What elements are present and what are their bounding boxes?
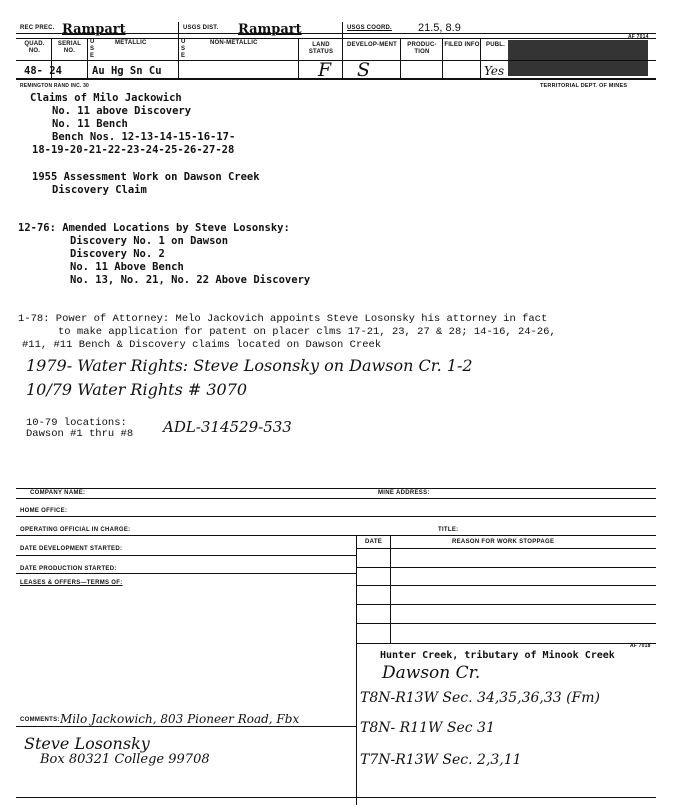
amended-line: No. 11 Above Bench bbox=[70, 261, 184, 273]
poa-line: #11, #11 Bench & Discovery claims located on Dawson Creek bbox=[22, 339, 382, 351]
leases-label: LEASES & OFFERS—TERMS OF: bbox=[20, 580, 123, 586]
title-label: TITLE: bbox=[438, 527, 459, 533]
comments-handwritten: Milo Jackowich, 803 Pioneer Road, Fbx bbox=[60, 712, 300, 726]
handwritten-name: Steve Losonsky bbox=[24, 734, 150, 753]
develop-mark-value: S bbox=[357, 59, 371, 81]
col-production: PRODUC-TION bbox=[407, 42, 437, 55]
col-serial: SERIAL NO. bbox=[57, 41, 82, 54]
handwritten-address: Box 80321 College 99708 bbox=[40, 752, 210, 767]
usgs-coord-value: 21.5, 8.9 bbox=[418, 22, 461, 34]
col-metallic: METALLIC bbox=[115, 40, 147, 46]
claim-line: No. 11 above Discovery bbox=[52, 105, 192, 117]
poa-line: 1-78: Power of Attorney: Melo Jackovich appoints Steve Losonsky his attorney in fact bbox=[18, 313, 548, 325]
col-land-status: LAND STATUS bbox=[308, 42, 334, 55]
date-production-label: DATE PRODUCTION STARTED: bbox=[20, 566, 117, 572]
quad-serial-value: 48- 24 bbox=[24, 65, 62, 77]
col-publ: PUBL. bbox=[486, 42, 505, 48]
col-development: DEVELOP-MENT bbox=[346, 42, 398, 48]
amended-heading: 12-76: Amended Locations by Steve Losonsky: bbox=[18, 222, 290, 234]
amended-line: Discovery No. 2 bbox=[70, 248, 165, 260]
handwritten-adl-number: ADL-314529-533 bbox=[163, 418, 292, 436]
locations-line: 10-79 locations: bbox=[26, 417, 127, 429]
usgs-coord-label: USGS COORD. bbox=[347, 25, 392, 31]
comments-label: COMMENTS: bbox=[20, 717, 60, 723]
claim-line-cont: 18-19-20-21-22-23-24-25-26-27-28 bbox=[32, 144, 235, 156]
row-prefixes-metallic: U S E bbox=[90, 39, 95, 59]
territorial-dept: TERRITORIAL DEPT. OF MINES bbox=[540, 83, 628, 89]
poa-line: to make application for patent on placer clms 17-21, 23, 27 & 28; 14-16, 24-26, bbox=[58, 326, 556, 338]
handwritten-water-rights-number: 10/79 Water Rights # 3070 bbox=[26, 380, 248, 399]
claims-title: Claims of Milo Jackowich bbox=[30, 92, 182, 104]
amended-line: No. 13, No. 21, No. 22 Above Discovery bbox=[70, 274, 311, 286]
township-line: T8N- R11W Sec 31 bbox=[360, 720, 495, 736]
mine-address-label: MINE ADDRESS: bbox=[378, 490, 430, 496]
usgs-dist-value: Rampart bbox=[238, 22, 302, 37]
township-line: T7N-R13W Sec. 2,3,11 bbox=[360, 752, 522, 768]
reason-column-header: REASON FOR WORK STOPPAGE bbox=[452, 539, 555, 545]
corner-code: AF 7014 bbox=[628, 34, 649, 40]
date-column-header: DATE bbox=[365, 539, 383, 545]
land-status-value: F bbox=[318, 59, 332, 81]
operating-official-label: OPERATING OFFICIAL IN CHARGE: bbox=[20, 527, 131, 533]
date-development-label: DATE DEVELOPMENT STARTED: bbox=[20, 546, 123, 552]
row-prefixes-nonmetallic: U S E bbox=[181, 39, 186, 59]
rec-prec-label: REC PREC. bbox=[20, 25, 55, 31]
company-name-label: COMPANY NAME: bbox=[30, 490, 86, 496]
claim-line: No. 11 Bench bbox=[52, 118, 128, 130]
col-nonmetallic: NON-METALLIC bbox=[210, 40, 258, 46]
locations-line: Dawson #1 thru #8 bbox=[26, 428, 134, 440]
creek-name: Hunter Creek, tributary of Minook Creek bbox=[380, 650, 615, 661]
township-line: T8N-R13W Sec. 34,35,36,33 (Fm) bbox=[360, 690, 601, 706]
rec-prec-value: Rampart bbox=[62, 22, 126, 37]
handwritten-water-rights: 1979- Water Rights: Steve Losonsky on Dawson Cr. 1-2 bbox=[26, 356, 473, 375]
col-quad: QUAD. NO. bbox=[24, 41, 45, 54]
usgs-dist-label: USGS DIST. bbox=[183, 25, 219, 31]
redacted-block bbox=[508, 40, 648, 76]
location-code: AF 7018 bbox=[630, 643, 651, 649]
handwritten-dawson: Dawson Cr. bbox=[382, 663, 481, 683]
amended-line: Discovery No. 1 on Dawson bbox=[70, 235, 229, 247]
metals-value: Au Hg Sn Cu bbox=[92, 65, 162, 77]
claim-line: Bench Nos. 12-13-14-15-16-17- bbox=[52, 131, 236, 143]
publ-value: Yes bbox=[484, 64, 505, 78]
assessment-line: 1955 Assessment Work on Dawson Creek bbox=[32, 171, 260, 183]
col-filed-info: FILED INFO bbox=[444, 42, 480, 48]
home-office-label: HOME OFFICE: bbox=[20, 508, 68, 514]
printer-mark: REMINGTON RAND INC. 30 bbox=[20, 83, 90, 89]
assessment-line: Discovery Claim bbox=[52, 184, 147, 196]
